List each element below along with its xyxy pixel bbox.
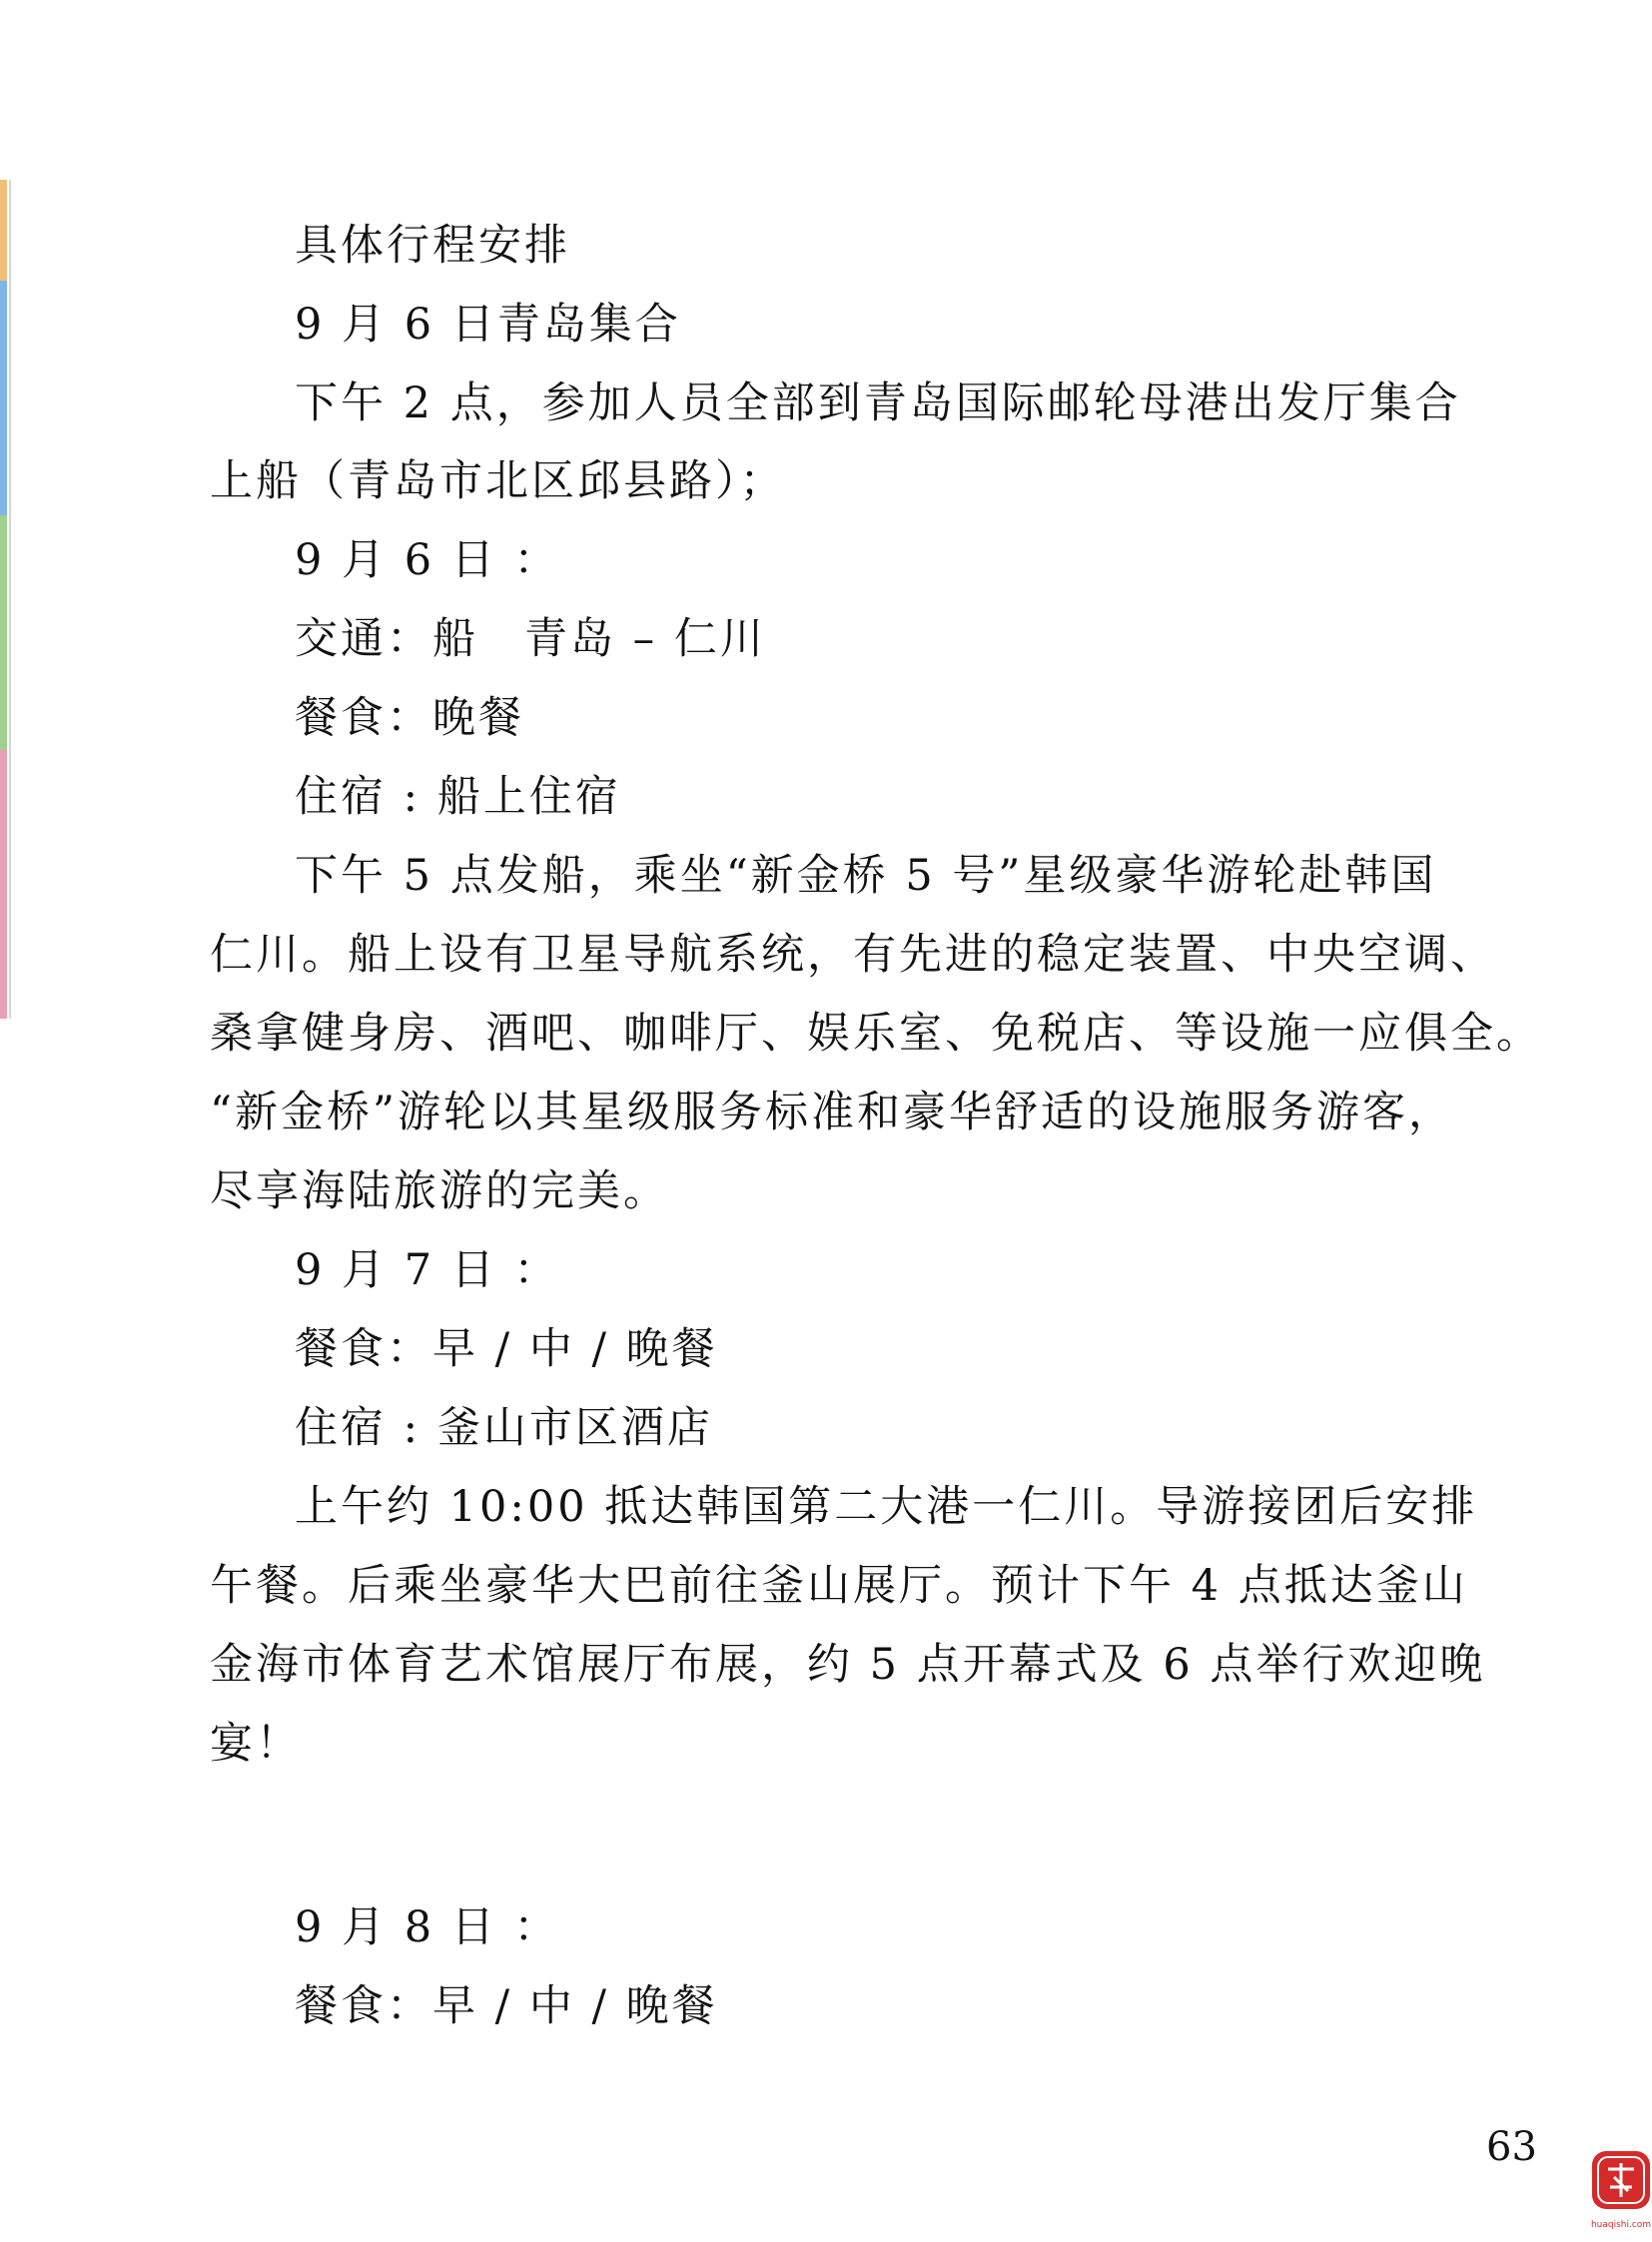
date-heading: 9 月 8 日 ： [295,1902,560,1952]
itinerary-detail: 餐食：早 / 中 / 晚餐 [295,1324,718,1374]
date-heading: 9 月 6 日青岛集合 [295,300,681,350]
paragraph-line: 下午 2 点，参加人员全部到青岛国际邮轮母港出发厅集合 [295,378,1461,428]
paragraph-line: “新金桥”游轮以其星级服务标准和豪华舒适的设施服务游客， [210,1088,1454,1137]
date-heading: 9 月 7 日 ： [295,1245,560,1295]
margin-divider [9,180,11,1019]
itinerary-detail: 餐食：早 / 中 / 晚餐 [295,1981,718,2031]
paragraph-line: 上午约 10:00 抵达韩国第二大港一仁川。导游接团后安排 [295,1482,1478,1532]
paragraph-line: 仁川。船上设有卫星导航系统，有先进的稳定装置、中央空调、 [210,930,1496,980]
svg-text:huaqishi.com: huaqishi.com [1590,2220,1652,2230]
section-heading: 具体行程安排 [295,221,570,271]
paragraph-line: 上船（青岛市北区邱县路）； [210,456,786,506]
page-number: 63 [1486,2124,1537,2170]
watermark-seal-icon [1588,2147,1652,2235]
paragraph-line: 尽享海陆旅游的完美。 [210,1166,669,1216]
itinerary-detail: 餐食：晚餐 [295,693,524,743]
itinerary-detail: 交通：船 青岛 – 仁川 [295,614,766,664]
color-margin-strip [0,180,7,1019]
itinerary-detail: 住宿 : 船上住宿 [295,772,621,822]
date-heading: 9 月 6 日 ： [295,535,560,585]
paragraph-line: 午餐。后乘坐豪华大巴前往釜山展厅。预计下午 4 点抵达釜山 [210,1561,1468,1611]
itinerary-detail: 住宿 : 釜山市区酒店 [295,1403,713,1453]
paragraph-line: 宴！ [210,1719,302,1769]
paragraph-line: 桑拿健身房、酒吧、咖啡厅、娱乐室、免税店、等设施一应俱全。 [210,1009,1542,1059]
paragraph-line: 金海市体育艺术馆展厅布展，约 5 点开幕式及 6 点举行欢迎晚 [210,1640,1486,1690]
paragraph-line: 下午 5 点发船，乘坐“新金桥 5 号”星级豪华游轮赴韩国 [295,851,1437,901]
